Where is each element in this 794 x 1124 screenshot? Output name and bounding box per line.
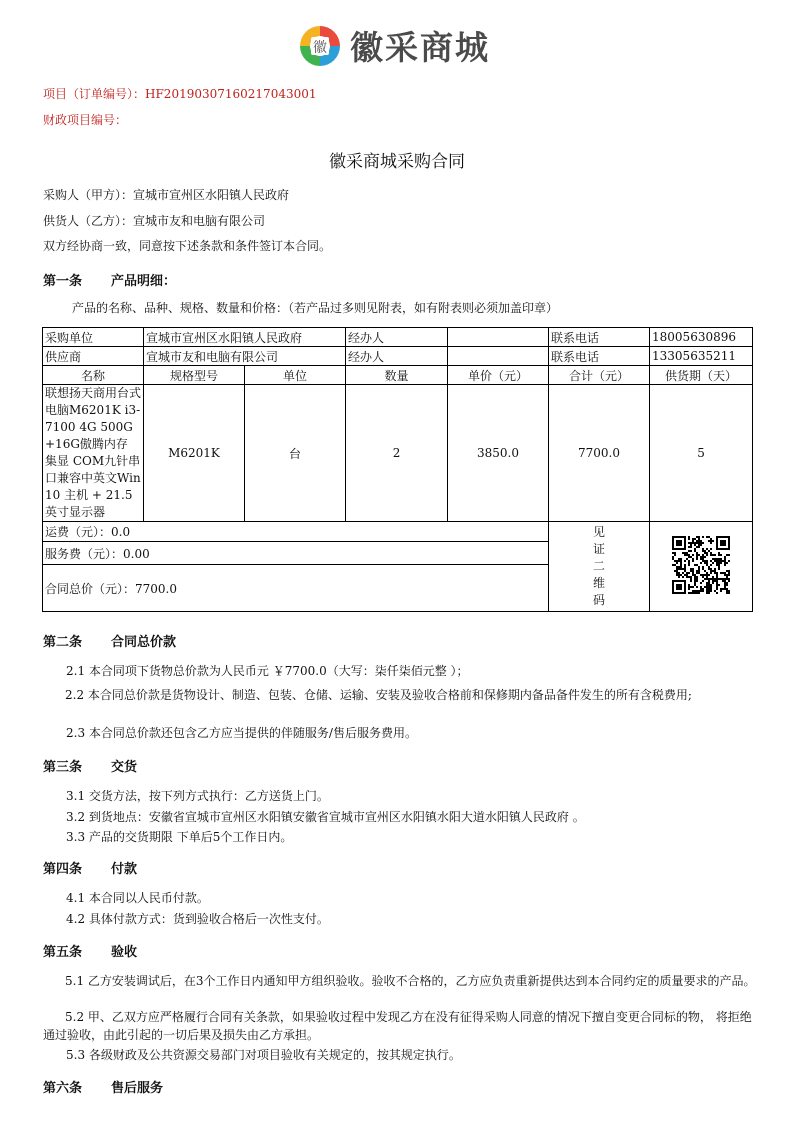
buyer-line: 采购人（甲方）：宣城市宣州区水阳镇人民政府 [43, 188, 290, 202]
table-row [43, 328, 753, 347]
handler-value [448, 347, 549, 366]
qr-code-icon [672, 536, 730, 594]
section-3-p3: 3.3 产品的交货期限 下单后5个工作日内。 [66, 830, 293, 844]
logo-icon [298, 24, 342, 68]
section-2-heading: 第二条 合同总价款 [43, 635, 177, 650]
table-row [43, 385, 753, 522]
item-price: 3850.0 [448, 385, 549, 522]
column-header: 单位 [245, 366, 346, 385]
section-5-p2: 5.2 甲、乙双方应严格履行合同有关条款，如果验收过程中发现乙方在没有征得采购人同意的情况下擅自变更合同标的物， 将拒绝通过验收，由此引起的一切后果及损失由乙方承担。 [43, 1010, 752, 1042]
section-3-p2: 3.2 到货地点：安徽省宣城市宣州区水阳镇安徽省宣城市宣州区水阳镇水阳大道水阳镇人民政府 。 [66, 810, 585, 824]
section-5-p3: 5.3 各级财政及公共资源交易部门对项目验收有关规定的，按其规定执行。 [66, 1048, 461, 1062]
item-name: 联想扬天商用台式电脑M6201K i3-7100 4G 500G+16G傲腾内存 集显 COM九针串口兼容中英文Win10 主机 + 21.5英寸显示器 [43, 385, 144, 522]
page-title: 徽采商城采购合同 [329, 152, 465, 172]
section-1-intro: 产品的名称、品种、规格、数量和价格：（若产品过多则见附表，如有附表则必须加盖印章） [72, 301, 559, 315]
section-5-heading: 第五条 验收 [43, 945, 138, 960]
supplier-line: 供货人（乙方）：宣城市友和电脑有限公司 [43, 214, 266, 228]
handler-value [448, 328, 549, 347]
phone-label: 联系电话 [549, 328, 650, 347]
table-row [43, 522, 753, 542]
item-days: 5 [650, 385, 753, 522]
section-3-p1: 3.1 交货方法，按下列方式执行：乙方送货上门。 [66, 789, 329, 803]
item-model: M6201K [144, 385, 245, 522]
qr-code-cell [650, 522, 753, 612]
buyer-phone: 18005630896 [650, 328, 753, 347]
column-header: 名称 [43, 366, 144, 385]
supplier-label: 供应商 [43, 347, 144, 366]
section-6-heading: 第六条 售后服务 [43, 1081, 164, 1096]
freight: 运费（元）：0.0 [43, 522, 549, 542]
handler-label: 经办人 [346, 328, 448, 347]
column-header: 数量 [346, 366, 448, 385]
column-header: 合计（元） [549, 366, 650, 385]
logo-text: 徽采商城 [350, 28, 490, 67]
section-4-heading: 第四条 付款 [43, 862, 138, 877]
section-2-p2: 2.2 本合同总价款是货物设计、制造、包装、仓储、运输、安装及验收合格前和保修期内备品备件发生的所有含税费用; [65, 688, 692, 702]
column-header: 供货期（天） [650, 366, 753, 385]
section-1-heading: 第一条 产品明细： [43, 274, 177, 289]
service-fee: 服务费（元）：0.00 [43, 542, 549, 565]
buyer-unit-value: 宣城市宣州区水阳镇人民政府 [144, 328, 346, 347]
section-4-p1: 4.1 本合同以人民币付款。 [66, 891, 209, 905]
section-4-p2: 4.2 具体付款方式：货到验收合格后一次性支付。 [66, 912, 329, 926]
table-row [43, 347, 753, 366]
column-header: 单价（元） [448, 366, 549, 385]
item-total: 7700.0 [549, 385, 650, 522]
section-3-heading: 第三条 交货 [43, 760, 138, 775]
qr-label: 见 证 二 维 码 [549, 522, 650, 612]
finance-project-number: 财政项目编号： [43, 113, 128, 127]
svg-text:徽: 徽 [313, 39, 327, 56]
product-table [42, 327, 753, 612]
item-qty: 2 [346, 385, 448, 522]
section-2-p1: 2.1 本合同项下货物总价款为人民币元 ￥7700.0（大写：柒仟柒佰元整 ）； [66, 664, 469, 678]
column-header: 规格型号 [144, 366, 245, 385]
table-header-row [43, 366, 753, 385]
item-unit: 台 [245, 385, 346, 522]
supplier-value: 宣城市友和电脑有限公司 [144, 347, 346, 366]
handler-label: 经办人 [346, 347, 448, 366]
supplier-phone: 13305635211 [650, 347, 753, 366]
section-2-p3: 2.3 本合同总价款还包含乙方应当提供的伴随服务/售后服务费用。 [66, 726, 417, 740]
buyer-unit-label: 采购单位 [43, 328, 144, 347]
logo [298, 22, 490, 69]
contract-total: 合同总价（元）：7700.0 [43, 565, 549, 612]
project-number: 项目（订单编号）：HF20190307160217043001 [43, 87, 317, 101]
phone-label: 联系电话 [549, 347, 650, 366]
agreement-line: 双方经协商一致，同意按下述条款和条件签订本合同。 [43, 239, 332, 253]
section-5-p1: 5.1 乙方安装调试后，在3个工作日内通知甲方组织验收。验收不合格的，乙方应负责重新提供达到本合同约定的质量要求的产品。 [65, 974, 756, 988]
